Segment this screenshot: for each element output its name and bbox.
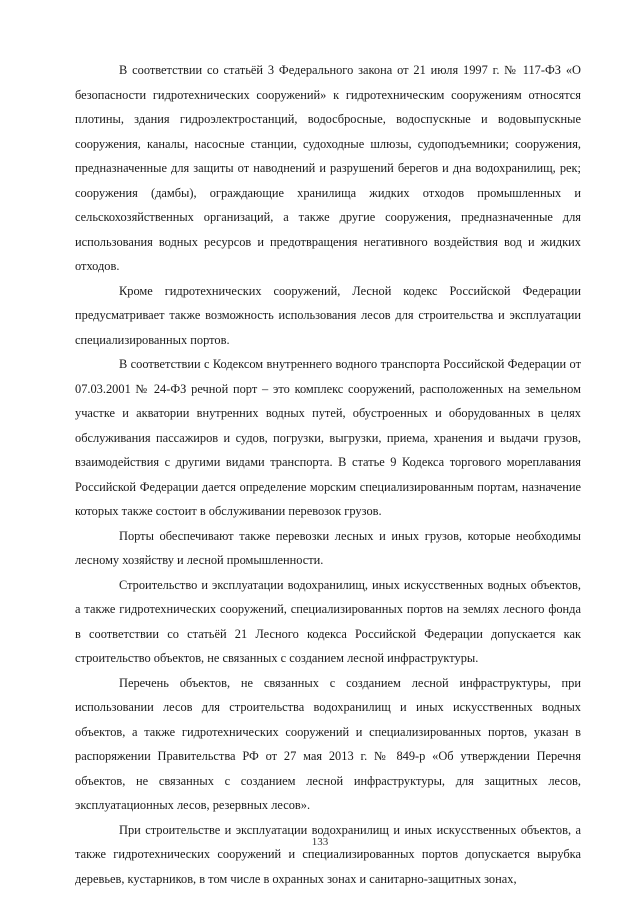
paragraph-objects-list: Перечень объектов, не связанных с созданием лесной инфраструктуры, при использовании лесов для строительства водохранилищ и иных искусственных водных объектов, а также гидротехнических сооружений и специализированных портов, указан в распоряжении Правительства РФ от 27 мая 2013 г. № 849-р «Об утверждении Перечня объектов, не связанных с созданием лесной инфраструктуры, для защитных лесов, эксплуатационных лесов, резервных лесов». — [75, 675, 581, 812]
paragraph-construction-article-21: Строительство и эксплуатации водохранилищ, иных искусственных водных объектов, а также гидротехнических сооружений, специализированных портов на землях лесного фонда в соответствии со статьёй 21 Лесного кодекса Российской Федерации допускается как строительство объектов, не связанных с созданием лесной инфраструктуры. — [75, 577, 581, 665]
paragraph-ports-cargo: Порты обеспечивают также перевозки лесных и иных грузов, которые необходимы лесному хозяйству и лесной промышленности. — [75, 528, 581, 567]
document-page — [75, 58, 581, 891]
paragraph-river-port-definition: В соответствии с Кодексом внутреннего водного транспорта Российской Федерации от 07.03.2001 № 24-ФЗ речной порт – это комплекс сооружений, расположенных на земельном участке и акватории внутренних водных путей, обустроенных и оборудованных в целях обслуживания пассажиров и судов, погрузки, выгрузки, приема, хранения и выдачи грузов, взаимодействия с другими видами транспорта. В статье 9 Кодекса торгового мореплавания Российской Федерации дается определение морским специализированным портам, назначение которых также состоит в обслуживании перевозок грузов. — [75, 357, 581, 518]
paragraph-hydrotechnical-law: В соответствии со статьёй 3 Федерального закона от 21 июля 1997 г. № 117-ФЗ «О безопасности гидротехнических сооружений» к гидротехническим сооружениям относятся плотины, здания гидроэлектростанций, водосбросные, водоспускные и водовыпускные сооружения, каналы, насосные станции, судоходные шлюзы, судоподъемники; сооружения, предназначенные для защиты от наводнений и разрушений берегов и дна водохранилищ, рек; сооружения (дамбы), ограждающие хранилища жидких отходов промышленных и сельскохозяйственных организаций, а также другие сооружения, предназначенные для использования водных ресурсов и предотвращения негативного воздействия вод и жидких отходов. — [75, 63, 581, 273]
page-number: 133 — [311, 836, 329, 848]
paragraph-tree-felling: При строительстве и эксплуатации водохранилищ и иных искусственных объектов, а также гидротехнических сооружений и специализированных портов допускается вырубка деревьев, кустарников, в том числе в охранных зонах и санитарно-защитных зонах, — [75, 822, 581, 886]
paragraph-forest-code-ports: Кроме гидротехнических сооружений, Лесной кодекс Российской Федерации предусматривает также возможность использования лесов для строительства и эксплуатации специализированных портов. — [75, 283, 581, 347]
